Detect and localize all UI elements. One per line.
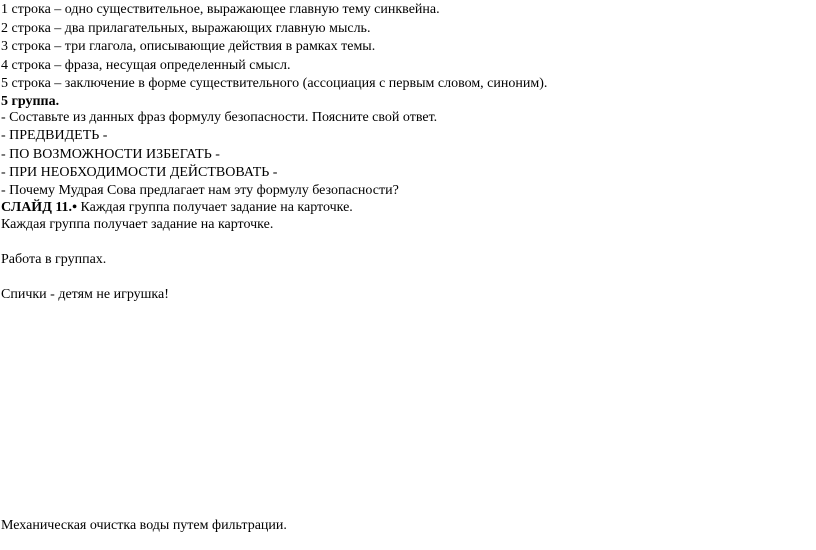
card-task-line: Каждая группа получает задание на карточке. <box>1 217 274 232</box>
syncwine-line-5: 5 строка – заключение в форме существительного (ассоциация с первым словом, синоним). <box>1 76 548 91</box>
question-line: - Почему Мудрая Сова предлагает нам эту формулу безопасности? <box>1 183 399 198</box>
syncwine-line-2: 2 строка – два прилагательных, выражающих главную мысль. <box>1 21 371 36</box>
syncwine-line-3: 3 строка – три глагола, описывающие действия в рамках темы. <box>1 39 376 54</box>
slide-text: Каждая группа получает задание на карточке. <box>76 200 353 215</box>
phrase-act: - ПРИ НЕОБХОДИМОСТИ ДЕЙСТВОВАТЬ - <box>1 165 278 180</box>
water-filtration-line: Механическая очистка воды путем фильтрации. <box>1 518 287 533</box>
syncwine-line-4: 4 строка – фраза, несущая определенный смысл. <box>1 58 291 73</box>
group-work-line: Работа в группах. <box>1 252 107 267</box>
syncwine-line-1: 1 строка – одно существительное, выражающее главную тему синквейна. <box>1 2 440 17</box>
matches-line: Спички - детям не игрушка! <box>1 287 169 302</box>
slide-label: СЛАЙД 11. <box>1 200 73 215</box>
task-instruction: - Составьте из данных фраз формулу безопасности. Поясните свой ответ. <box>1 110 438 125</box>
phrase-avoid: - ПО ВОЗМОЖНОСТИ ИЗБЕГАТЬ - <box>1 147 220 162</box>
bullet-icon: • <box>72 200 77 215</box>
phrase-foresee: - ПРЕДВИДЕТЬ - <box>1 128 108 143</box>
group-heading: 5 группа. <box>1 94 60 109</box>
